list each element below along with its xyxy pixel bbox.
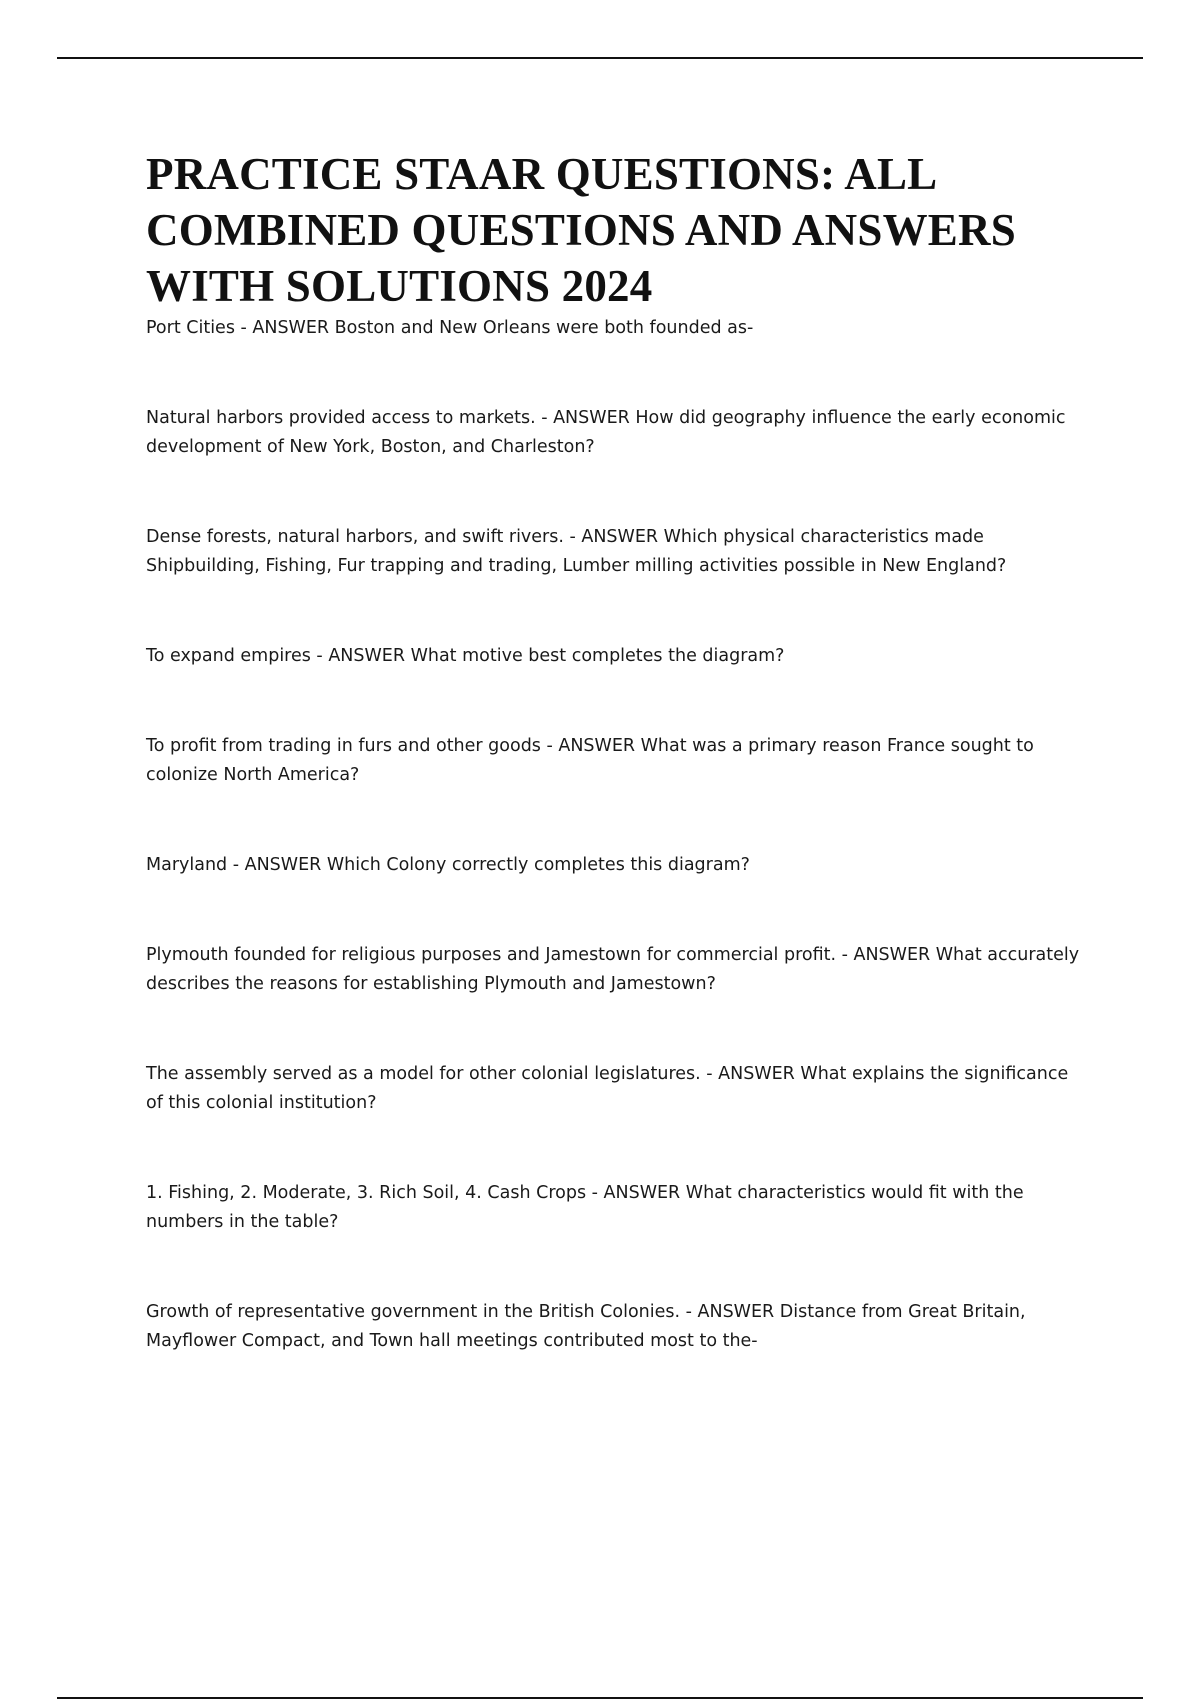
qa-entry: To expand empires - ANSWER What motive best completes the diagram? bbox=[146, 646, 785, 666]
bottom-rule bbox=[57, 1697, 1143, 1699]
qa-entry: Growth of representative government in the British Colonies. - ANSWER Distance from Great Britain, Mayflower Compact, and Town hall meetings contributed most to the- bbox=[146, 1302, 1026, 1351]
qa-list bbox=[146, 314, 1086, 1356]
qa-entry: Dense forests, natural harbors, and swift rivers. - ANSWER Which physical characteristics made Shipbuilding, Fishing, Fur trapping and trading, Lumber milling activities possible in New England? bbox=[146, 527, 1007, 576]
qa-entry: Plymouth founded for religious purposes and Jamestown for commercial profit. - ANSWER What accurately describes the reasons for establishing Plymouth and Jamestown? bbox=[146, 945, 1080, 994]
top-rule bbox=[57, 57, 1143, 59]
qa-entry: Maryland - ANSWER Which Colony correctly completes this diagram? bbox=[146, 855, 750, 875]
qa-entry: 1. Fishing, 2. Moderate, 3. Rich Soil, 4. Cash Crops - ANSWER What characteristics would fit with the numbers in the table? bbox=[146, 1183, 1024, 1232]
qa-entry: Natural harbors provided access to markets. - ANSWER How did geography influence the early economic development of New York, Boston, and Charleston? bbox=[146, 408, 1066, 457]
document-title: PRACTICE STAAR QUESTIONS: ALL COMBINED QUESTIONS AND ANSWERS WITH SOLUTIONS 2024 bbox=[146, 149, 1016, 311]
qa-entry: To profit from trading in furs and other goods - ANSWER What was a primary reason France sought to colonize North America? bbox=[146, 736, 1034, 785]
qa-entry: The assembly served as a model for other colonial legislatures. - ANSWER What explains the significance of this colonial institution? bbox=[146, 1064, 1069, 1113]
qa-entry: Port Cities - ANSWER Boston and New Orleans were both founded as- bbox=[146, 318, 754, 338]
document-body bbox=[146, 146, 1086, 1417]
